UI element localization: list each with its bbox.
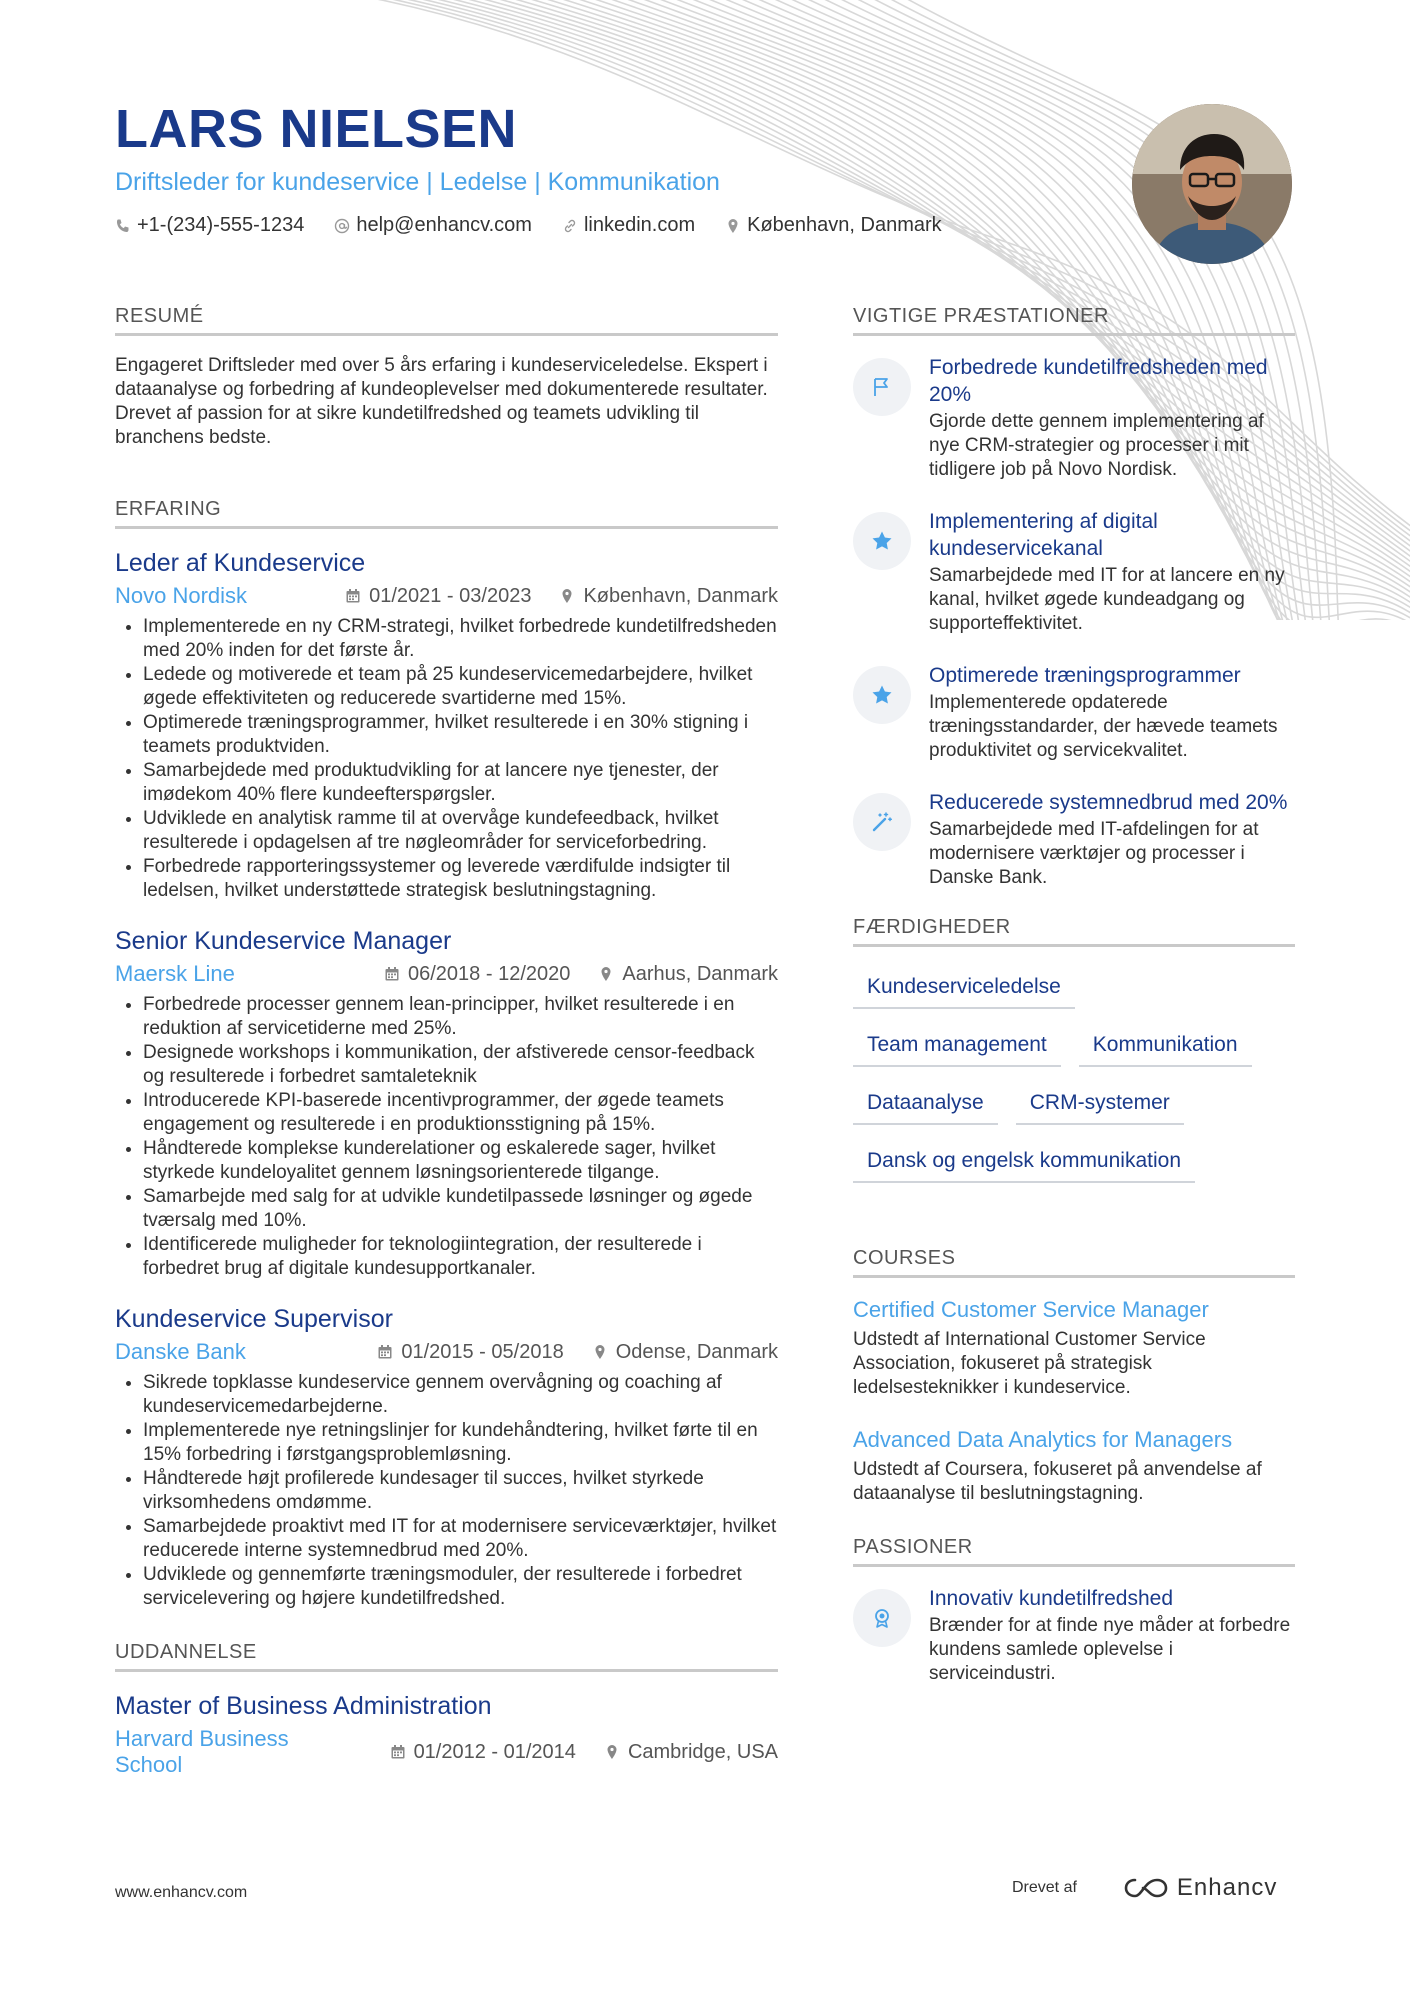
item-body	[929, 1585, 1295, 1686]
location-pin-icon	[725, 218, 741, 234]
job-dates	[345, 585, 531, 608]
job-entry	[115, 547, 778, 903]
left-column	[115, 305, 778, 1800]
item-description: Brænder for at finde nye måder at forbedre kundens samlede oplevelse i serviceindustri.	[929, 1615, 1291, 1684]
enhancv-logo-icon	[1123, 1876, 1169, 1900]
item-description: Samarbejdede med IT for at lancere en ny kanal, hvilket øgede kundeadgang og supporteffektivitet.	[929, 565, 1285, 634]
bullet-item: • Implementerede nye retningslinjer for kundehåndtering, hvilket førte til en 15% forbedring i førstgangsproblemløsning.	[143, 1419, 778, 1467]
calendar-icon	[377, 1344, 393, 1360]
bullet-item: • Udviklede en analytisk ramme til at overvåge kundefeedback, hvilket resulterede i opdagelsen af tre nøgleområder for serviceforbedring.	[143, 807, 778, 855]
bullet-item: • Sikrede topklasse kundeservice gennem overvågning og coaching af kundeservicemedarbejderne.	[143, 1371, 778, 1419]
experience-list	[115, 547, 778, 1611]
item-description: Samarbejdede med IT-afdelingen for at modernisere værktøjer og processer i Danske Bank.	[929, 819, 1259, 888]
job-location	[592, 1341, 778, 1364]
item-description: Gjorde dette gennem implementering af nye CRM-strategier og processer i mit tidligere job på Novo Nordisk.	[929, 411, 1264, 480]
job-location-text: Aarhus, Danmark	[622, 962, 778, 985]
powered-by-label: Drevet af	[1012, 1879, 1077, 1896]
bullet-item: • Introducerede KPI-baserede incentivprogrammer, der øgede teamets engagement og resulterede i en produktionsstigning på 15%.	[143, 1089, 778, 1137]
skills-list	[853, 965, 1295, 1197]
job-location	[598, 963, 778, 986]
item-body	[929, 354, 1295, 482]
contact-phone[interactable]	[115, 214, 304, 237]
education-dates-text: 01/2012 - 01/2014	[413, 1740, 576, 1763]
bullet-item: • Udviklede og gennemførte træningsmoduler, der resulterede i forbedret servicelevering og højere kundetilfredshed.	[143, 1563, 778, 1611]
course-title: Certified Customer Service Manager	[853, 1297, 1209, 1322]
job-meta	[115, 961, 778, 987]
skill-tag: Dansk og engelsk kommunikation	[853, 1139, 1195, 1183]
magic-wand-icon	[853, 793, 911, 851]
location-pin-icon	[604, 1744, 620, 1760]
linkedin-url: linkedin.com	[583, 214, 696, 236]
summary-text: Engageret Driftsleder med over 5 års erfaring i kundeserviceledelse. Ekspert i dataanalyse og forbedring af kundeoplevelser med dokumenterede resultater. Drevet af passion for at sikre kundetilfredshed og teamets udvikling til branchens bedste.	[115, 355, 768, 448]
contact-linkedin[interactable]	[562, 214, 695, 237]
location-pin-icon	[598, 966, 614, 982]
passions-list	[853, 1585, 1295, 1686]
portrait-illustration	[1132, 104, 1292, 264]
course-description: Udstedt af International Customer Service Association, fokuseret på strategisk ledelsesteknikker i kundeservice.	[853, 1329, 1206, 1398]
skill-tag: Kommunikation	[1079, 1023, 1252, 1067]
bullet-item: • Samarbejdede proaktivt med IT for at modernisere serviceværktøjer, hvilket reducerede interne systemnedbrud med 20%.	[143, 1515, 778, 1563]
phone-icon	[115, 218, 131, 234]
education-heading: UDDANNELSE	[115, 1641, 778, 1672]
skills-row	[853, 965, 1295, 1023]
brand-name: Enhancv	[1176, 1874, 1278, 1901]
location-text: København, Danmark	[747, 214, 942, 236]
skill-tag: Dataanalyse	[853, 1081, 998, 1125]
company-name: Maersk Line	[115, 961, 235, 986]
job-dates-text: 06/2018 - 12/2020	[408, 962, 571, 985]
flag-icon	[853, 358, 911, 416]
achievement-item	[853, 662, 1295, 763]
company-name: Danske Bank	[115, 1339, 246, 1364]
courses-heading: COURSES	[853, 1247, 1295, 1278]
achievements-list	[853, 354, 1295, 890]
skill-tag: Kundeserviceledelse	[853, 965, 1075, 1009]
job-bullets	[115, 993, 778, 1281]
bullet-item: • Designede workshops i kommunikation, der afstiverede censor-feedback og resulterede i forbedret samtaleteknik	[143, 1041, 778, 1089]
candidate-subtitle: Driftsleder for kundeservice | Ledelse | Kommunikation	[115, 168, 720, 196]
resume-header	[115, 96, 942, 237]
job-bullets	[115, 615, 778, 903]
job-title: Kundeservice Supervisor	[115, 1305, 393, 1333]
job-title: Senior Kundeservice Manager	[115, 927, 452, 955]
education-dates	[390, 1741, 576, 1764]
calendar-icon	[390, 1744, 406, 1760]
bullet-item: • Forbedrede processer gennem lean-principper, hvilket resulterede i en reduktion af servicetiderne med 25%.	[143, 993, 778, 1041]
job-dates-text: 01/2021 - 03/2023	[369, 584, 532, 607]
footer-website[interactable]: www.enhancv.com	[115, 1884, 248, 1901]
calendar-icon	[345, 588, 361, 604]
item-body	[929, 789, 1295, 890]
job-bullets	[115, 1371, 778, 1611]
job-dates	[377, 1341, 563, 1364]
item-description: Implementerede opdaterede træningsstandarder, der hævede teamets produktivitet og servicekvalitet.	[929, 692, 1278, 761]
star-icon	[853, 512, 911, 570]
candidate-name: LARS NIELSEN	[115, 99, 518, 159]
bullet-item: • Samarbejde med salg for at udvikle kundetilpassede løsninger og øgede tværsalg med 10%.	[143, 1185, 778, 1233]
course-description: Udstedt af Coursera, fokuseret på anvendelse af dataanalyse til beslutningstagning.	[853, 1459, 1262, 1504]
right-column	[853, 305, 1295, 1712]
passions-heading: PASSIONER	[853, 1536, 1295, 1567]
at-icon	[334, 218, 350, 234]
school-name: Harvard Business School	[115, 1726, 289, 1777]
skills-row	[853, 1081, 1295, 1139]
award-icon	[853, 1589, 911, 1647]
star-icon	[853, 666, 911, 724]
skills-row	[853, 1023, 1295, 1081]
bullet-item: • Håndterede komplekse kunderelationer og eskalerede sager, hvilket styrkede kundeloyalitet gennem løsningsorienterede tilgange.	[143, 1137, 778, 1185]
bullet-item: • Håndterede højt profilerede kundesager til succes, hvilket styrkede virksomhedens omdømme.	[143, 1467, 778, 1515]
experience-heading: ERFARING	[115, 498, 778, 529]
item-title: Implementering af digital kundeservicekanal	[929, 510, 1158, 560]
education-meta	[115, 1726, 778, 1778]
contact-info	[115, 214, 942, 237]
job-title: Leder af Kundeservice	[115, 549, 366, 577]
education-location-text: Cambridge, USA	[627, 1740, 778, 1763]
degree-title: Master of Business Administration	[115, 1692, 492, 1720]
summary-heading: RESUMÉ	[115, 305, 778, 336]
education-location	[604, 1741, 778, 1764]
profile-photo	[1132, 104, 1292, 264]
company-name: Novo Nordisk	[115, 583, 248, 608]
link-icon	[562, 218, 578, 234]
item-title: Reducerede systemnedbrud med 20%	[929, 791, 1288, 814]
job-entry	[115, 1303, 778, 1611]
job-location-text: Odense, Danmark	[615, 1340, 778, 1363]
skills-heading: FÆRDIGHEDER	[853, 916, 1295, 947]
brand-logo[interactable]	[1123, 1874, 1277, 1902]
bullet-item: • Implementerede en ny CRM-strategi, hvilket forbedrede kundetilfredsheden med 20% inden for det første år.	[143, 615, 778, 663]
achievement-item	[853, 789, 1295, 890]
bullet-item: • Samarbejdede med produktudvikling for at lancere nye tjenester, der imødekom 40% flere kundeefterspørgsler.	[143, 759, 778, 807]
item-title: Forbedrede kundetilfredsheden med 20%	[929, 356, 1268, 406]
job-dates-text: 01/2015 - 05/2018	[401, 1340, 564, 1363]
skills-row	[853, 1139, 1295, 1197]
achievement-item	[853, 354, 1295, 482]
skill-tag: Team management	[853, 1023, 1061, 1067]
bullet-item: • Ledede og motiverede et team på 25 kundeservicemedarbejdere, hvilket øgede effektiviteten og reducerede svartiderne med 15%.	[143, 663, 778, 711]
item-title: Optimerede træningsprogrammer	[929, 664, 1241, 687]
courses-list	[853, 1296, 1295, 1506]
skill-tag: CRM-systemer	[1016, 1081, 1184, 1125]
job-meta	[115, 583, 778, 609]
education-entry	[115, 1690, 778, 1778]
email-address: help@enhancv.com	[356, 214, 532, 236]
item-title: Innovativ kundetilfredshed	[929, 1587, 1173, 1610]
job-location	[559, 585, 778, 608]
bullet-item: • Identificerede muligheder for teknologiintegration, der resulterede i forbedret brug af digitale kundesupportkanaler.	[143, 1233, 778, 1281]
bullet-item: • Optimerede træningsprogrammer, hvilket resulterede i en 30% stigning i teamets produktviden.	[143, 711, 778, 759]
course-item	[853, 1296, 1295, 1400]
achievements-heading: VIGTIGE PRÆSTATIONER	[853, 305, 1295, 336]
phone-number: +1-(234)-555-1234	[137, 214, 305, 236]
contact-email[interactable]	[334, 214, 532, 237]
course-title: Advanced Data Analytics for Managers	[853, 1427, 1233, 1452]
calendar-icon	[384, 966, 400, 982]
course-item	[853, 1426, 1295, 1506]
achievement-item	[853, 508, 1295, 636]
contact-location	[725, 214, 942, 237]
location-pin-icon	[559, 588, 575, 604]
item-body	[929, 662, 1295, 763]
passion-item	[853, 1585, 1295, 1686]
job-meta	[115, 1339, 778, 1365]
location-pin-icon	[592, 1344, 608, 1360]
job-entry	[115, 925, 778, 1281]
job-location-text: København, Danmark	[583, 584, 778, 607]
item-body	[929, 508, 1295, 636]
bullet-item: • Forbedrede rapporteringssystemer og leverede værdifulde indsigter til ledelsen, hvilket understøttede strategisk beslutningstagning.	[143, 855, 778, 903]
footer-branding	[1012, 1874, 1277, 1902]
job-dates	[384, 963, 570, 986]
